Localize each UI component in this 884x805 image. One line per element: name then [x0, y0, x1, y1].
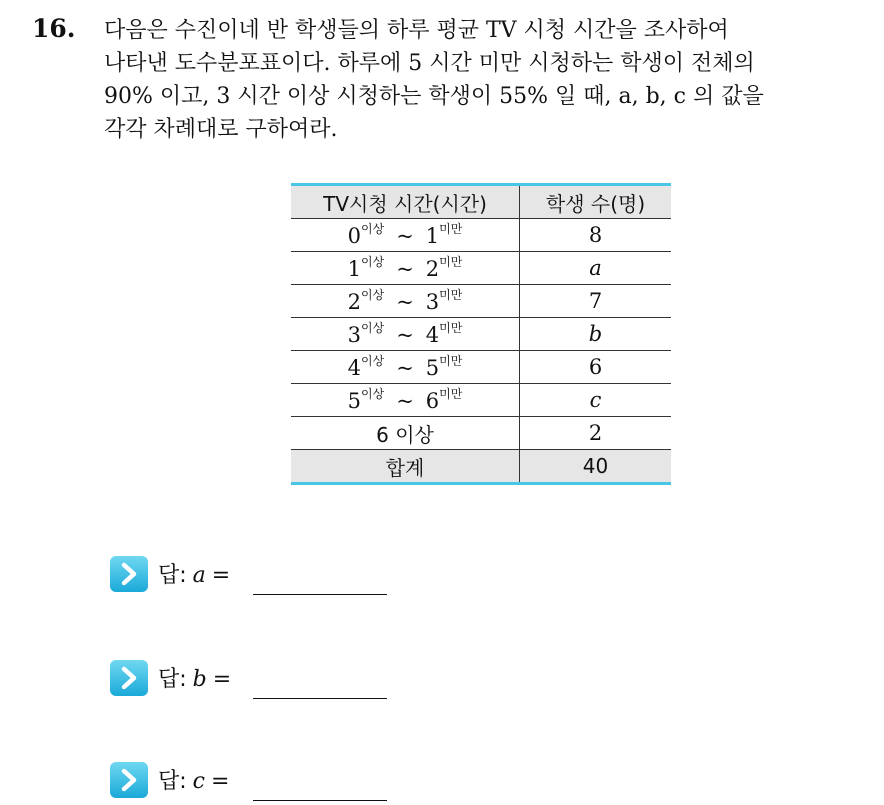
- answer-variable: b: [192, 667, 207, 692]
- table-row: [291, 285, 671, 318]
- tilde: ~: [396, 323, 414, 347]
- question-line: 각각 차례대로 구하여라.: [104, 117, 338, 142]
- interval-cell: 6 이상: [291, 417, 520, 450]
- table-row: [291, 318, 671, 351]
- total-row: [291, 450, 671, 484]
- sup-low: 이상: [361, 354, 385, 368]
- tilde: ~: [396, 389, 414, 413]
- interval-cell: [291, 318, 520, 351]
- answer-prefix: 답:: [158, 563, 187, 588]
- table-row: [291, 417, 671, 450]
- sup-low: 이상: [361, 255, 385, 269]
- interval-high: 2: [425, 257, 440, 281]
- count-cell: a: [520, 252, 672, 285]
- count-cell: c: [520, 384, 672, 417]
- interval-high: 4: [425, 323, 440, 347]
- table-row: [291, 219, 671, 252]
- interval-low: 5: [347, 389, 361, 413]
- count-cell: 7: [520, 285, 672, 318]
- answer-blank[interactable]: [253, 594, 387, 595]
- interval-low: 3: [347, 323, 361, 347]
- count-cell: 8: [520, 219, 672, 252]
- total-count: 40: [520, 450, 672, 484]
- interval-cell: [291, 285, 520, 318]
- tilde: ~: [396, 224, 414, 248]
- header-tv-time: TV시청 시간(시간): [291, 185, 520, 219]
- interval-cell: [291, 384, 520, 417]
- question-line: 다음은 수진이네 반 학생들의 하루 평균 TV 시청 시간을 조사하여: [104, 18, 729, 43]
- header-student-count: 학생 수(명): [520, 185, 672, 219]
- sup-high: 미만: [439, 222, 463, 236]
- sup-high: 미만: [439, 321, 463, 335]
- interval-cell: [291, 252, 520, 285]
- interval-low: 2: [347, 290, 361, 314]
- question-number: 16.: [32, 14, 76, 43]
- count-cell: 6: [520, 351, 672, 384]
- interval-low: 0: [347, 224, 361, 248]
- answer-label: [158, 764, 229, 795]
- answer-label: [158, 662, 231, 693]
- count-cell: 2: [520, 417, 672, 450]
- table-row: [291, 384, 671, 417]
- answer-variable: a: [192, 563, 206, 588]
- question-line: 90% 이고, 3 시간 이상 시청하는 학생이 55% 일 때, a, b, c 의 값을: [104, 84, 764, 109]
- interval-cell: [291, 351, 520, 384]
- answer-equals: =: [211, 769, 230, 794]
- table-row: [291, 252, 671, 285]
- answer-blank[interactable]: [253, 698, 387, 699]
- chevron-right-icon: [110, 556, 148, 592]
- answer-prefix: 답:: [158, 667, 187, 692]
- tilde: ~: [396, 356, 414, 380]
- sup-high: 미만: [439, 354, 463, 368]
- sup-high: 미만: [439, 288, 463, 302]
- question-line: 나타낸 도수분포표이다. 하루에 5 시간 미만 시청하는 학생이 전체의: [104, 51, 755, 76]
- interval-high: 1: [425, 224, 440, 248]
- chevron-right-icon: [110, 762, 148, 798]
- interval-cell: [291, 219, 520, 252]
- total-label: 합계: [291, 450, 520, 484]
- tilde: ~: [396, 290, 414, 314]
- answer-equals: =: [211, 563, 231, 588]
- sup-low: 이상: [361, 387, 385, 401]
- count-cell: b: [520, 318, 672, 351]
- interval-low: 4: [347, 356, 361, 380]
- question-text: [104, 14, 874, 146]
- sup-low: 이상: [361, 288, 385, 302]
- interval-high: 6: [425, 389, 440, 413]
- table-row: [291, 351, 671, 384]
- chevron-right-icon: [110, 660, 148, 696]
- answer-blank[interactable]: [253, 800, 387, 801]
- answer-variable: c: [192, 769, 205, 794]
- table-header-row: [291, 185, 671, 219]
- interval-high: 3: [425, 290, 440, 314]
- sup-high: 미만: [439, 255, 463, 269]
- answer-equals: =: [212, 667, 232, 692]
- interval-low: 1: [347, 257, 361, 281]
- sup-low: 이상: [361, 222, 385, 236]
- answer-label: [158, 558, 230, 589]
- sup-high: 미만: [439, 387, 463, 401]
- interval-high: 5: [425, 356, 440, 380]
- sup-low: 이상: [361, 321, 385, 335]
- tilde: ~: [396, 257, 414, 281]
- answer-prefix: 답:: [158, 769, 187, 794]
- frequency-table: [291, 183, 671, 485]
